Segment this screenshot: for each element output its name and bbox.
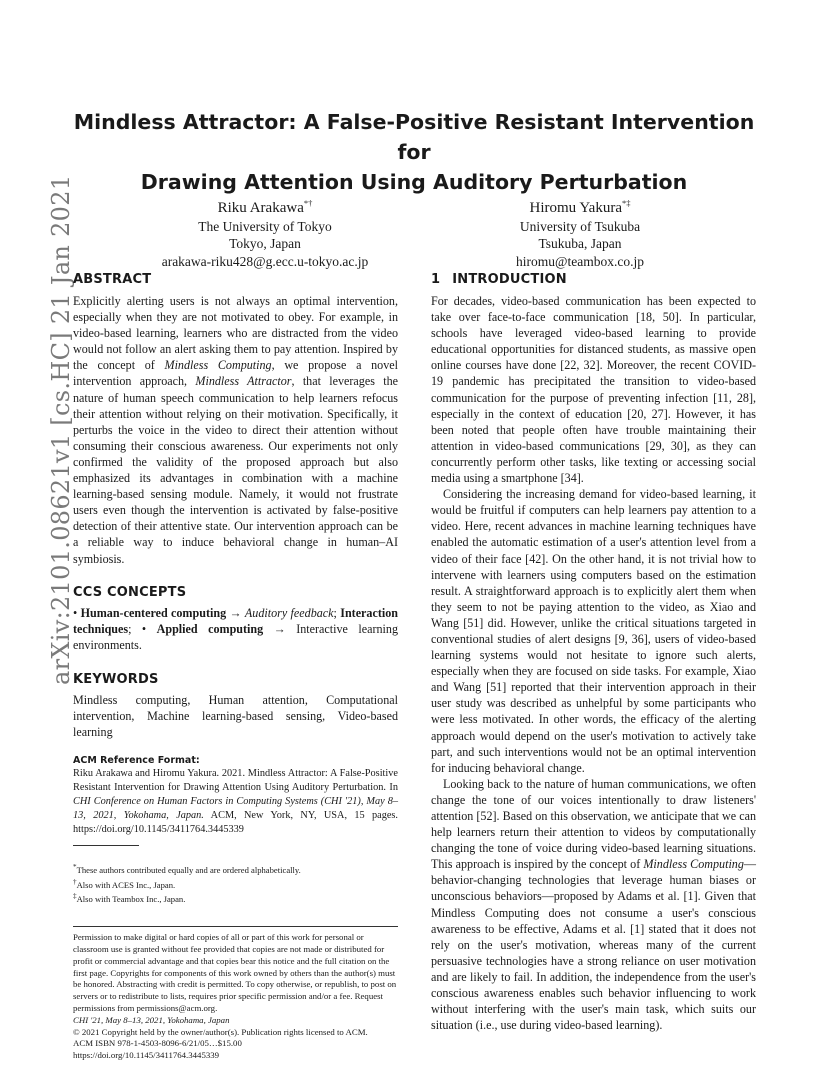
ccs-bullet: • — [73, 605, 81, 620]
footnote — [73, 877, 398, 891]
acm-ref-heading: ACM Reference Format: — [73, 755, 200, 767]
permission-copyright: © 2021 Copyright held by the owner/author(s). Publication rights licensed to ACM. — [73, 1026, 368, 1037]
section-title: INTRODUCTION — [452, 272, 567, 287]
permission-doi: https://doi.org/10.1145/3411764.3445339 — [73, 1050, 220, 1061]
ccs-sep-2: ; • — [128, 621, 157, 636]
ccs-heading: CCS CONCEPTS — [73, 584, 187, 600]
author-name-text: Riku Arakawa — [217, 200, 304, 216]
ccs-term-3: Applied computing — [156, 621, 264, 636]
author-email: hiromu@teambox.co.jp — [516, 253, 644, 269]
intro-paragraph-2: Considering the increasing demand for video-based learning, it would be fruitful if computers can help learners pay attention to a video. Here, recent advances in machine learning techniques have enabled the automatic estimation of a user's attention level from a video of their face [42]. On the other hand, it is not trivial how to intervene with learners using computers based on the estimation result. A straightforward approach is to explicitly alert them when they seem to not be paying attention to the video, as Xiao and Wang [51] did. However, unlike the critical situations targeted in conventional studies of alert designs [9, 36], users of video-based learning systems would not hesitate to ignore such alerts, especially when they are focused on side tasks. For example, Xiao and Wang [51] reported that their intervention approach in their user study was described as unhelpful by some participants who were less motivated. In other words, the efficacy of the alerting approach would depend on the user's motivation to actively take part, and such interventions would not be an optimal intervention for inducing behavioral change. — [431, 487, 756, 775]
section-number: 1 — [431, 272, 441, 287]
keywords-text: Mindless computing, Human attention, Computational intervention, Machine learning-based sensing, Video-based learning — [73, 692, 398, 740]
author-marks: *† — [303, 198, 313, 208]
acm-ref-text — [73, 767, 398, 837]
left-column — [73, 271, 398, 1062]
ccs-term-3-sub: Interactive learning environments. — [73, 621, 398, 652]
permission-block — [73, 932, 398, 1062]
ccs-arrow-1: → — [226, 605, 245, 620]
author-name — [440, 195, 720, 218]
author-name-text: Hiromu Yakura — [529, 200, 622, 216]
acm-ref-text-b: ACM, New York, NY, USA, 15 pages. https://doi.org/10.1145/3411764.3445339 — [73, 810, 399, 836]
right-column — [431, 271, 756, 1033]
footnote-text: These authors contributed equally and are ordered alphabetically. — [76, 865, 301, 876]
ccs-text — [73, 605, 398, 653]
footnote-mark: † — [73, 877, 77, 886]
footnote-mark: ‡ — [73, 891, 77, 900]
intro-paragraph-1: For decades, video-based communication has been expected to take over face-to-face communication [18, 50]. In particular, schools have leveraged video-based learning to provide educational opportunities for distanced students, as massive open online courses have done [22, 32]. Moreover, the recent COVID-19 pandemic has precipitated the transition to video-based communication for the purpose of preventing infection [11, 28], especially in the context of education [20, 27]. However, it has been noted that people often have trouble maintaining their attention in video-based communications [29, 30], as they can concurrently perform other tasks, like texting or accessing social media using a smartphone [34]. — [431, 294, 756, 486]
acm-ref-venue: CHI Conference on Human Factors in Computing Systems (CHI '21), May 8–13, 2021, Yokohama, Japan. — [73, 796, 398, 822]
keywords-heading: KEYWORDS — [73, 671, 159, 687]
ccs-arrow-2: → — [263, 621, 297, 636]
title-line-1: Mindless Attractor: A False-Positive Resistant Intervention for — [73, 110, 755, 164]
footnote-rule — [73, 845, 139, 846]
author-block-2 — [440, 195, 720, 270]
author-email: arakawa-riku428@g.ecc.u-tokyo.ac.jp — [161, 253, 369, 269]
intro-p3-a: Looking back to the nature of human communications, we often change the tone of our voices intentionally to draw listeners' attention [52]. Based on this observation, we anticipate that we can help learners return their attention to videos by computationally changing the tone of voice during video-based learning situations. This approach is inspired by the concept of — [431, 776, 756, 872]
title-line-2: Drawing Attention Using Auditory Perturbation — [140, 170, 688, 194]
intro-p3-em: Mindless Computing — [643, 857, 744, 872]
intro-p3-b: —behavior-changing technologies that leverage human biases or unconscious behaviors—proposed by Adams et al. [1]. Given that Mindless Computing does not consume a user's conscious awareness to be effective, Adams et al. [1] stated that it does not rely on the user's motivation, whereas many of the current persuasive technologies have a strong reliance on user motivation and are likely to fail. In addition, the independence from the user's conscious awareness enables such behavior influencing to work without interfering with the user's main task, which suits our situation (i.e., use during video-based learning). — [431, 857, 756, 1033]
abstract-heading: ABSTRACT — [73, 272, 152, 287]
abstract-text-a: Explicitly alerting users is not always an optimal intervention, especially when they are not motivated to obey. For example, in video-based learning, learners who are distracted from the video would not follow an alert asking them to pay attention. Inspired by the concept of — [73, 294, 398, 373]
author-name — [130, 195, 400, 218]
abstract-text-b: , we propose a novel intervention approach, — [73, 358, 398, 389]
arxiv-identifier: arXiv:2101.08621v1 [cs.HC] 21 Jan 2021 — [47, 174, 75, 685]
paper-title — [60, 107, 768, 197]
intro-heading — [431, 271, 756, 288]
abstract-em-a: Mindless Computing — [164, 358, 272, 373]
intro-body — [431, 293, 756, 1033]
footnote — [73, 891, 398, 905]
intro-paragraph-3 — [431, 776, 756, 1034]
footnotes — [73, 862, 398, 905]
footnote-text: Also with ACES Inc., Japan. — [76, 879, 176, 890]
abstract-text — [73, 293, 398, 567]
ccs-term-1-sub: Auditory feedback — [244, 605, 334, 620]
abstract-em-b: Mindless Attractor — [195, 374, 292, 389]
ccs-term-2: Interaction techniques — [73, 605, 399, 636]
ccs-term-1: Human-centered computing — [80, 605, 227, 620]
author-affiliation: University of Tsukuba — [519, 218, 641, 234]
permission-venue: CHI '21, May 8–13, 2021, Yokohama, Japan — [73, 1014, 230, 1025]
footnote-mark: * — [73, 863, 77, 872]
author-affiliation: The University of Tokyo — [198, 218, 332, 234]
abstract-text-c: , that leverages the nature of human speech communication to help learners refocus their attention without relying on their motivation. Specifically, it perturbs the voice in the video to direct their attention without consuming their conscious awareness. Our experiments not only confirmed the validity of the proposed approach but also emphasized its advantages in combination with a machine learning-based sensing module. Namely, it would not frustrate users even though the intervention is activated by false-positive detection of their attentive state. Our intervention approach can be a reliable way to induce behavioral change in human–AI symbiosis. — [73, 374, 398, 566]
author-block-1 — [130, 195, 400, 270]
permission-rule — [73, 926, 398, 927]
acm-ref-text-a: Riku Arakawa and Hiromu Yakura. 2021. Mindless Attractor: A False-Positive Resistant Intervention for Drawing Attention Using Auditory Perturbation. In — [73, 768, 398, 794]
author-location: Tokyo, Japan — [229, 236, 301, 251]
author-marks: *‡ — [622, 198, 631, 208]
permission-text: Permission to make digital or hard copies of all or part of this work for personal or classroom use is granted without fee provided that copies are not made or distributed for profit or commercial advantage and that copies bear this notice and the full citation on the first page. Copyrights for components of this work owned by others than the author(s) must be honored. Abstracting with credit is permitted. To copy otherwise, or republish, to post on servers or to redistribute to lists, requires prior specific permission and/or a fee. Request permissions from permissions@acm.org. — [73, 932, 397, 1014]
footnote-text: Also with Teambox Inc., Japan. — [76, 893, 186, 904]
permission-isbn: ACM ISBN 978-1-4503-8096-6/21/05…$15.00 — [73, 1038, 242, 1049]
author-location: Tsukuba, Japan — [538, 236, 622, 251]
ccs-sep-1: ; — [333, 605, 341, 620]
footnote — [73, 862, 398, 876]
